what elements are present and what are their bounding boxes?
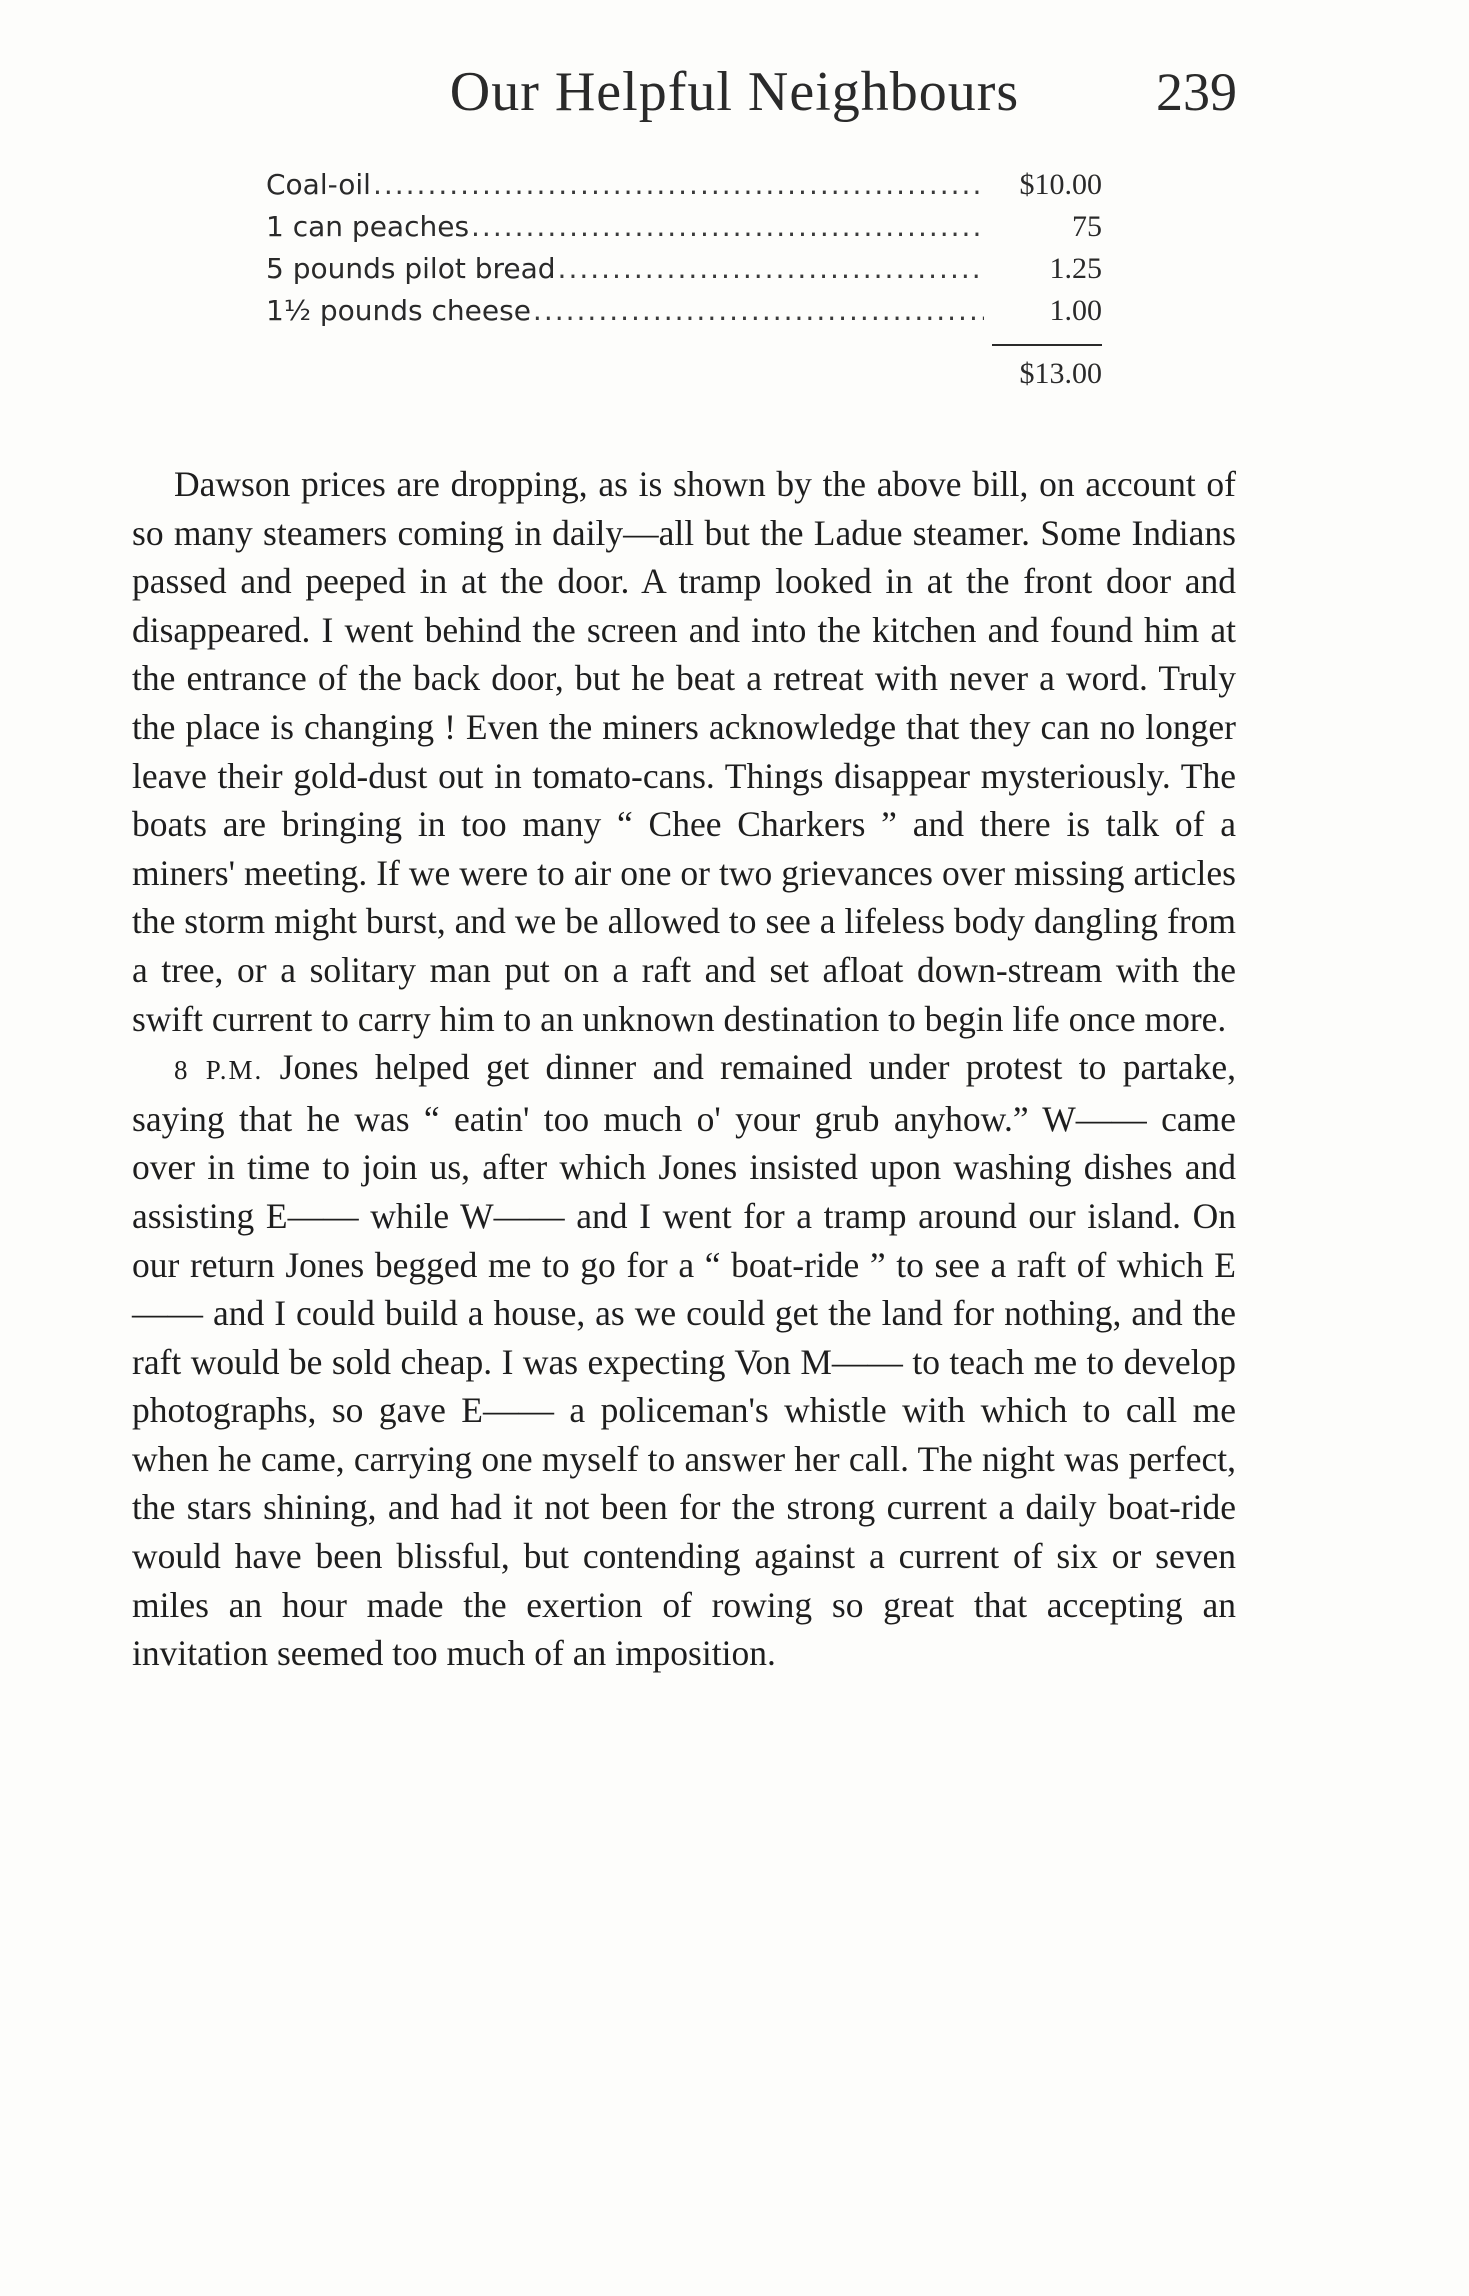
body-text [132, 460, 1236, 1678]
paragraph: Dawson prices are dropping, as is shown by the above bill, on account of so many steamers coming in daily—all but the Ladue steamer. Some Indians passed and peeped in at the door. A tramp looked in at the front door and disappeared. I went behind the screen and into the kitchen and found him at the entrance of the back door, but he beat a retreat with never a word. Truly the place is changing ! Even the miners acknowledge that they can no longer leave their gold-dust out in tomato-cans. Things disappear mysteriously. The boats are bringing in too many “ Chee Charkers ” and there is talk of a miners' meeting. If we were to air one or two grievances over missing articles the storm might burst, and we be allowed to see a lifeless body dangling from a tree, or a solitary man put on a raft and set afloat down-stream with the swift current to carry him to an unknown destination to begin life once more. [132, 464, 1236, 1039]
dot-leader [533, 290, 984, 332]
bill-row [266, 290, 1102, 332]
bill-item-label: Coal-oil [266, 168, 371, 201]
bill-total: $13.00 [1019, 357, 1102, 390]
bill-total-row [266, 350, 1102, 398]
running-title: Our Helpful Neighbours [449, 61, 1020, 123]
page-number: 239 [1156, 62, 1237, 122]
bill-row [266, 164, 1102, 206]
bill-item-amount: 75 [1072, 210, 1102, 243]
bill-item-amount: $10.00 [1019, 168, 1102, 201]
dot-leader [373, 164, 984, 206]
total-rule [992, 344, 1102, 346]
bill-row [266, 248, 1102, 290]
bill-item-label: 5 pounds pilot bread [266, 252, 556, 285]
bill-item-label: 1½ pounds cheese [266, 294, 531, 327]
dot-leader [558, 248, 984, 290]
price-bill [266, 164, 1102, 398]
bill-item-amount: 1.25 [1049, 252, 1102, 285]
dot-leader [471, 206, 984, 248]
paragraph [132, 1043, 1236, 1678]
time-label: 8 P.M. [174, 1055, 264, 1086]
page-header [0, 52, 1469, 132]
paragraph-text: Jones helped get dinner and remained under protest to partake, saying that he was “ eatin' too much o' your grub anyhow.” W—— came over in time to join us, after which Jones insisted upon washing dishes and assisting E—— while W—— and I went for a tramp around our island. On our return Jones begged me to go for a “ boat-ride ” to see a raft of which E—— and I could build a house, as we could get the land for nothing, and the raft would be sold cheap. I was expecting Von M—— to teach me to develop photographs, so gave E—— a policeman's whistle with which to call me when he came, carrying one myself to answer her call. The night was perfect, the stars shining, and had it not been for the strong current a daily boat-ride would have been blissful, but contending against a current of six or seven miles an hour made the exertion of rowing so great that accepting an invitation seemed too much of an imposition. [132, 1047, 1237, 1674]
bill-row [266, 206, 1102, 248]
bill-item-label: 1 can peaches [266, 210, 470, 243]
bill-item-amount: 1.00 [1049, 294, 1102, 327]
